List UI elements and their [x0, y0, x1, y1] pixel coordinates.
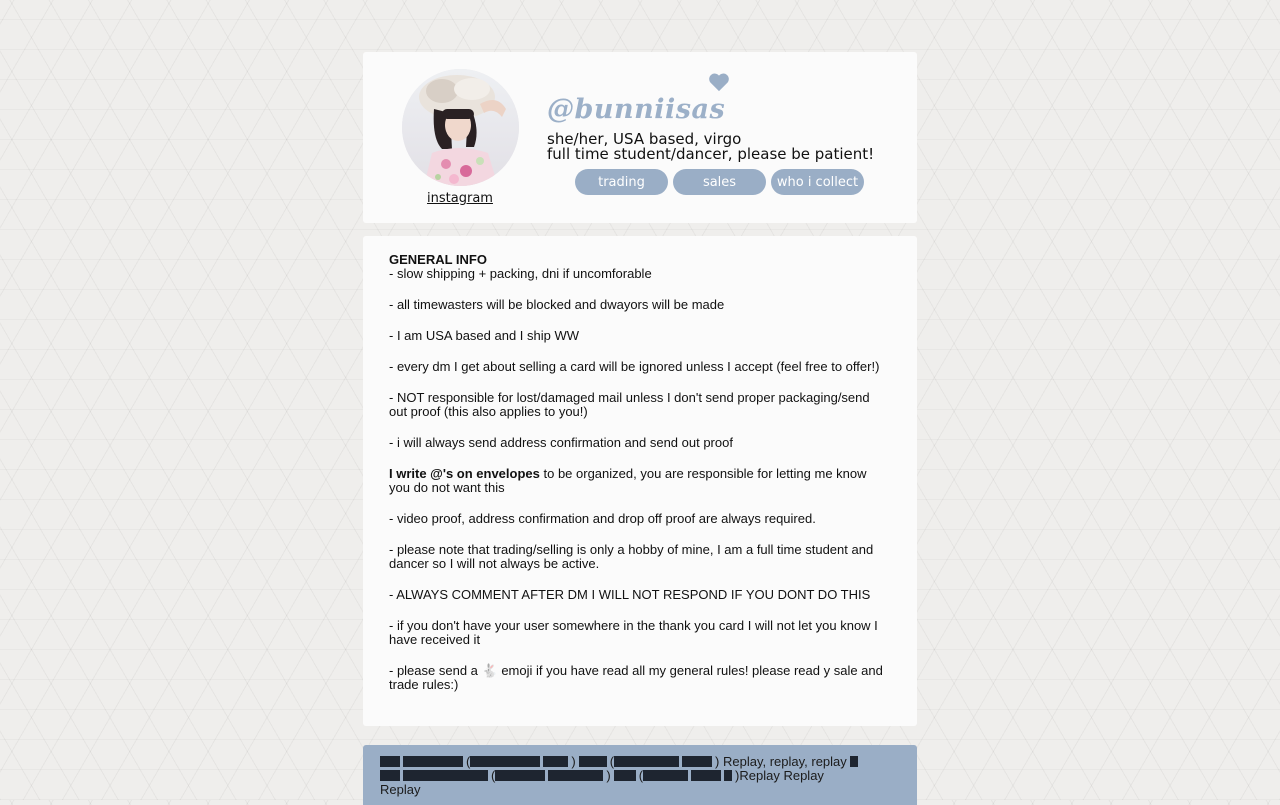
rule-item: - if you don't have your user somewhere in the thank you card I will not let you know I have received it	[389, 618, 878, 647]
bio-line: she/her, USA based, virgo	[547, 130, 742, 148]
unrendered-glyphs	[724, 770, 732, 781]
profile-tabs	[575, 169, 864, 195]
general-info-card	[363, 236, 917, 726]
unrendered-glyphs	[543, 756, 568, 767]
profile-card	[363, 52, 917, 223]
avatar-photo	[402, 69, 519, 186]
unrendered-glyphs	[643, 770, 688, 781]
rule-item: - ALWAYS COMMENT AFTER DM I WILL NOT RESPOND IF YOU DONT DO THIS	[389, 587, 871, 602]
section-heading: GENERAL INFO	[389, 252, 487, 267]
unrendered-glyphs	[495, 770, 545, 781]
rule-bold-text: I write @'s on envelopes	[389, 466, 540, 481]
heart-icon	[708, 72, 730, 92]
unrendered-glyphs	[380, 770, 400, 781]
rule-item: - slow shipping + packing, dni if uncomforable	[389, 266, 652, 281]
unrendered-glyphs	[403, 770, 488, 781]
unrendered-glyphs	[850, 756, 858, 767]
unrendered-glyphs	[691, 770, 721, 781]
unrendered-glyphs	[470, 756, 540, 767]
unrendered-glyphs	[614, 756, 679, 767]
unrendered-glyphs	[579, 756, 607, 767]
unrendered-glyphs	[548, 770, 603, 781]
instagram-link[interactable]: instagram	[427, 191, 493, 206]
rule-item: - please note that trading/selling is only a hobby of mine, I am a full time student and dancer so I will not always be active.	[389, 542, 874, 571]
avatar[interactable]	[402, 69, 519, 186]
bio-line: full time student/dancer, please be patient!	[547, 145, 875, 163]
lyrics-line: Replay Replay	[739, 768, 824, 783]
rule-item: - video proof, address confirmation and drop off proof are always required.	[389, 511, 816, 526]
rule-item: - every dm I get about selling a card will be ignored unless I accept (feel free to offer!)	[389, 359, 880, 374]
tab-trading[interactable]: trading	[575, 169, 668, 195]
lyrics-line: Replay, replay, replay	[722, 754, 847, 769]
rule-item: - all timewasters will be blocked and dwayors will be made	[389, 297, 725, 312]
rule-text: - please send a	[389, 663, 482, 678]
unrendered-glyphs	[380, 756, 400, 767]
tab-sales[interactable]: sales	[673, 169, 766, 195]
rule-text: to be organized, you are responsible for letting me know you do not want this	[389, 466, 867, 495]
rules-text	[389, 253, 889, 709]
unrendered-glyphs	[614, 770, 636, 781]
rule-item: - i will always send address confirmation and send out proof	[389, 435, 733, 450]
lyrics-text: ( ) ( ) Replay, replay, replay ( ) ( )Replay Replay Replay	[380, 755, 900, 797]
lyrics-line: Replay	[380, 782, 421, 797]
tab-who-i-collect[interactable]: who i collect	[771, 169, 864, 195]
rule-item: - NOT responsible for lost/damaged mail unless I don't send proper packaging/send out proof (this also applies to you!)	[389, 390, 870, 419]
rabbit-emoji-icon: 🐇	[481, 663, 498, 678]
rule-item: - I am USA based and I ship WW	[389, 328, 580, 343]
rule-item	[389, 467, 889, 495]
song-lyrics-bar	[363, 745, 917, 805]
profile-bio	[547, 132, 874, 162]
profile-handle: @bunniisas	[547, 94, 726, 125]
rule-text: emoji if you have read all my general rules! please read y sale and trade rules:)	[389, 663, 883, 692]
unrendered-glyphs	[682, 756, 712, 767]
unrendered-glyphs	[403, 756, 463, 767]
rule-item	[389, 664, 889, 692]
